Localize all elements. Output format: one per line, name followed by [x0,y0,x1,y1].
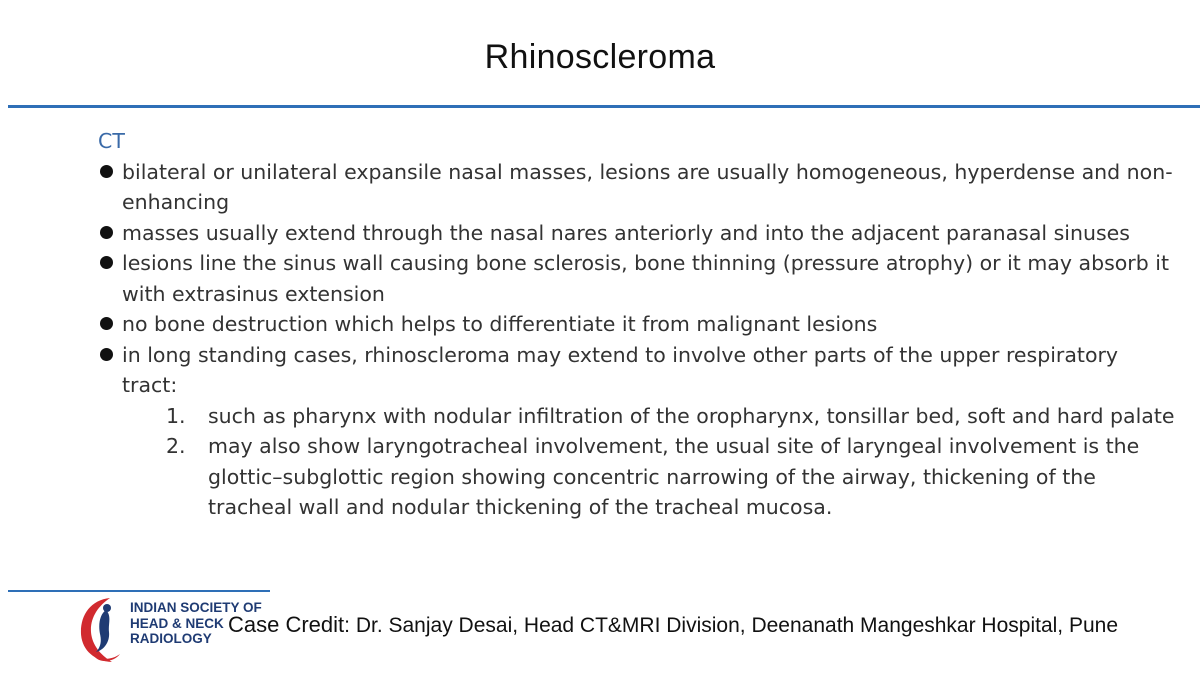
bullet-item: lesions line the sinus wall causing bone sclerosis, bone thinning (pressure atrophy) or it may absorb it with extrasinus extension [98,248,1178,309]
bullet-list [98,157,1178,523]
item-number: 2. [166,434,186,458]
credit-text: : Dr. Sanjay Desai, Head CT&MRI Division, Deenanath Mangeshkar Hospital, Pune [344,614,1119,637]
case-credit [228,612,1118,638]
item-text: may also show laryngotracheal involvement, the usual site of laryngeal involvement is the glottic–subglottic region showing concentric narrowing of the airway, thickening of the tracheal wall and nodular thickening of the tracheal mucosa. [208,434,1140,519]
title-divider [8,105,1200,108]
numbered-item [156,431,1178,523]
bullet-item: no bone destruction which helps to differentiate it from malignant lesions [98,309,1178,340]
society-logo-icon [76,594,126,666]
item-text: such as pharynx with nodular infiltration of the oropharynx, tonsillar bed, soft and hard palate [208,403,1175,428]
slide-body [98,126,1178,523]
numbered-list [122,401,1178,523]
footer-divider [8,590,270,592]
numbered-item [156,401,1178,432]
section-label: CT [98,129,125,153]
logo-line: HEAD & NECK [130,615,224,631]
bullet-item: bilateral or unilateral expansile nasal masses, lesions are usually homogeneous, hyperdense and non-enhancing [98,157,1178,218]
credit-label: Case Credit [228,612,345,637]
item-number: 1. [166,403,186,428]
logo-line: RADIOLOGY [130,631,212,646]
bullet-item [98,340,1178,523]
logo-line: INDIAN SOCIETY OF [130,600,262,615]
bullet-item: masses usually extend through the nasal nares anteriorly and into the adjacent paranasal sinuses [98,218,1178,249]
slide-title: Rhinoscleroma [484,38,716,76]
bullet-text: in long standing cases, rhinoscleroma may extend to involve other parts of the upper respiratory tract: [122,342,1119,397]
